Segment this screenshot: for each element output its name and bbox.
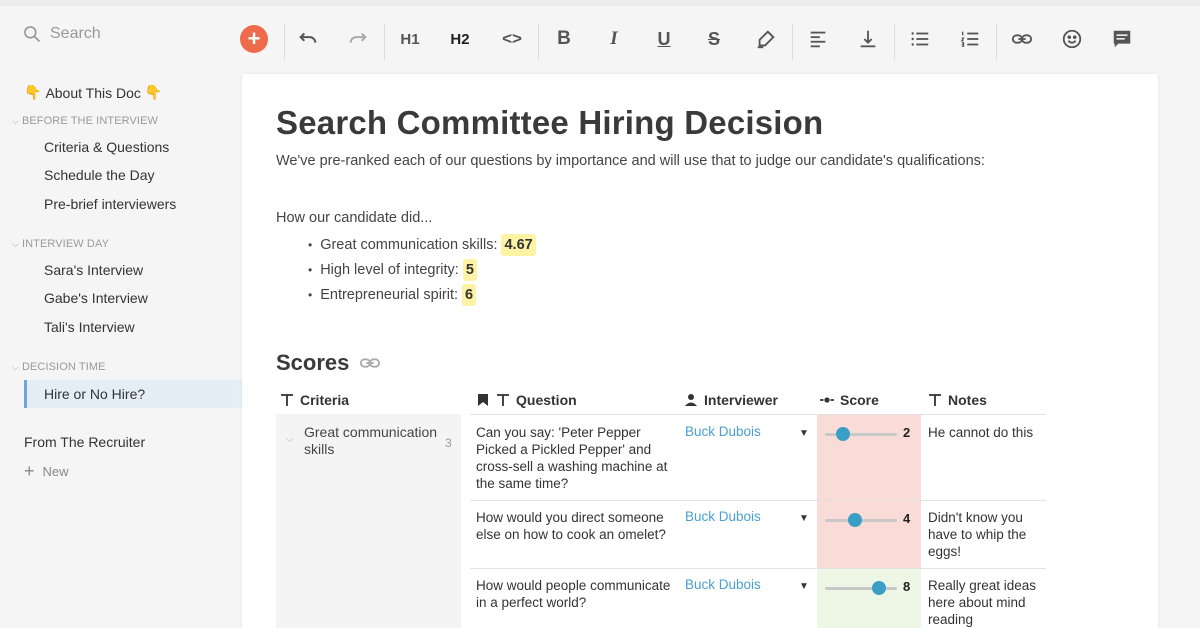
bookmark-icon	[476, 393, 490, 407]
h2-icon: H2	[450, 30, 470, 48]
score-slider-knob[interactable]	[872, 581, 886, 595]
score-value: 4	[903, 511, 911, 526]
comment-icon	[1111, 28, 1133, 50]
sidebar-item-hire[interactable]	[24, 380, 242, 408]
link-icon	[1011, 28, 1033, 50]
question-cell[interactable]: Can you say: 'Peter Pepper Picked a Pickled Pepper' and cross-sell a washing machine at the same time?	[476, 425, 668, 491]
toolbar	[240, 22, 1140, 58]
column-header-question[interactable]	[476, 392, 577, 408]
italic-icon: I	[610, 28, 618, 49]
bullet-label: Entrepreneurial spirit:	[320, 287, 459, 303]
undo-icon	[297, 28, 319, 50]
column-header-criteria[interactable]	[280, 392, 349, 408]
score-slider-track[interactable]	[825, 587, 897, 590]
column-header-notes[interactable]	[928, 392, 987, 408]
text-type-icon	[496, 393, 510, 407]
header-label: Question	[516, 392, 577, 408]
sidebar-item-gabe[interactable]: Gabe's Interview	[44, 290, 148, 306]
undo-button[interactable]	[292, 22, 324, 56]
score-cell	[817, 501, 921, 568]
toolbar-divider	[792, 24, 793, 60]
intro-text: We've pre-ranked each of our questions by importance and will use that to judge our candidate's qualifications:	[276, 153, 985, 169]
page-title: Search Committee Hiring Decision	[276, 104, 824, 141]
list-item	[308, 234, 536, 256]
section-before-interview[interactable]	[12, 115, 158, 127]
slider-icon	[820, 393, 834, 407]
link-icon[interactable]	[359, 352, 381, 374]
document	[242, 74, 1158, 628]
scores-heading	[276, 350, 381, 376]
interviewer-cell[interactable]: Buck Dubois	[685, 577, 761, 592]
comment-button[interactable]	[1106, 22, 1138, 56]
code-button[interactable]	[496, 22, 528, 56]
bullet-dot: •	[308, 238, 313, 252]
sidebar-item-sara[interactable]: Sara's Interview	[44, 262, 144, 278]
h1-icon: H1	[400, 30, 420, 48]
search-icon	[22, 24, 42, 44]
caret-down-icon[interactable]: ▼	[799, 513, 809, 524]
row-divider	[470, 500, 1046, 501]
strikethrough-button[interactable]	[698, 22, 730, 56]
new-page-button[interactable]	[24, 462, 69, 480]
sidebar-item-recruiter[interactable]: From The Recruiter	[24, 434, 146, 450]
section-interview-day[interactable]	[12, 238, 109, 250]
underline-button[interactable]	[648, 22, 680, 56]
score-value: 2	[903, 425, 911, 440]
toolbar-divider	[284, 24, 285, 60]
search-box[interactable]	[22, 22, 101, 46]
chevron-down-icon: ⌵	[12, 361, 19, 372]
plus-icon: +	[247, 26, 261, 51]
sidebar-item-label: Hire or No Hire?	[44, 386, 146, 402]
sidebar-item-about[interactable]	[24, 84, 162, 101]
toolbar-divider	[894, 24, 895, 60]
bullet-list-button[interactable]	[904, 22, 936, 56]
section-label: BEFORE THE INTERVIEW	[21, 115, 158, 127]
text-type-icon	[280, 393, 294, 407]
question-cell[interactable]: How would you direct someone else on how to cook an omelet?	[476, 510, 666, 542]
criteria-name: Great communication skills	[304, 424, 438, 457]
align-bottom-icon	[857, 28, 879, 50]
bullet-list-icon	[909, 28, 931, 50]
text-type-icon	[928, 393, 942, 407]
bold-icon: B	[557, 28, 571, 49]
add-button[interactable]	[240, 25, 268, 53]
score-cell	[817, 415, 921, 500]
strikethrough-icon: S	[707, 28, 720, 49]
interviewer-cell[interactable]: Buck Dubois	[685, 424, 761, 439]
bullet-dot: •	[308, 288, 313, 302]
column-header-score[interactable]	[820, 392, 879, 408]
highlighted-value[interactable]: 5	[463, 259, 477, 281]
highlighted-value[interactable]: 6	[462, 284, 476, 306]
sidebar-item-prebrief[interactable]: Pre-brief interviewers	[44, 196, 177, 212]
link-button[interactable]	[1006, 22, 1038, 56]
bullet-dot: •	[308, 263, 313, 277]
search-label: Search	[50, 25, 101, 42]
toolbar-divider	[538, 24, 539, 60]
code-icon: <>	[502, 29, 522, 48]
header-label: Notes	[948, 392, 987, 408]
row-divider	[470, 568, 1046, 569]
numbered-list-icon	[959, 28, 981, 50]
toolbar-divider	[996, 24, 997, 60]
align-left-icon	[807, 28, 829, 50]
person-icon	[684, 393, 698, 407]
notes-cell[interactable]: Didn't know you have to whip the eggs!	[928, 510, 1027, 559]
smiley-icon	[1061, 28, 1083, 50]
caret-down-icon[interactable]: ▼	[799, 428, 809, 439]
bold-button[interactable]	[548, 22, 580, 56]
point-down-emoji: 👇	[144, 84, 163, 100]
section-label: INTERVIEW DAY	[21, 238, 110, 250]
criteria-group[interactable]	[276, 414, 461, 628]
underline-icon: U	[657, 28, 671, 49]
vertical-align-bottom-button[interactable]	[852, 22, 884, 56]
section-label: DECISION TIME	[21, 361, 106, 373]
bullet-label: Great communication skills:	[320, 237, 498, 253]
toolbar-divider	[384, 24, 385, 60]
heading2-button[interactable]	[444, 22, 476, 56]
header-label: Interviewer	[704, 392, 778, 408]
score-cell	[817, 569, 921, 628]
header-label: Score	[840, 392, 879, 408]
caret-down-icon[interactable]: ▼	[799, 581, 809, 592]
emoji-button[interactable]	[1056, 22, 1088, 56]
notes-cell[interactable]: He cannot do this	[928, 425, 1034, 440]
plus-icon: +	[24, 461, 35, 481]
notes-cell[interactable]: Really great ideas here about mind reading	[928, 578, 1037, 627]
chevron-down-icon[interactable]: ⌵	[286, 434, 294, 445]
section-decision-time[interactable]	[12, 361, 106, 373]
sidebar-item-criteria[interactable]: Criteria & Questions	[44, 139, 170, 155]
question-cell[interactable]: How would people communicate in a perfect world?	[476, 578, 671, 610]
point-down-emoji: 👇	[24, 84, 42, 100]
chevron-down-icon: ⌵	[12, 238, 19, 249]
score-slider-knob[interactable]	[836, 427, 850, 441]
header-divider	[470, 414, 1046, 415]
sidebar-item-schedule[interactable]: Schedule the Day	[44, 167, 155, 183]
align-left-button[interactable]	[802, 22, 834, 56]
results-intro: How our candidate did...	[276, 210, 433, 226]
interviewer-cell[interactable]: Buck Dubois	[685, 509, 761, 524]
scores-heading-text: Scores	[276, 350, 350, 375]
list-item	[308, 284, 476, 306]
column-header-interviewer[interactable]	[684, 392, 778, 408]
sidebar-item-label: About This Doc	[45, 84, 141, 101]
list-item	[308, 259, 477, 281]
sidebar-item-tali[interactable]: Tali's Interview	[44, 319, 135, 335]
highlight-button[interactable]	[750, 22, 782, 56]
criteria-count: 3	[445, 436, 452, 450]
score-slider-knob[interactable]	[848, 513, 862, 527]
heading1-button[interactable]	[394, 22, 426, 56]
header-label: Criteria	[300, 392, 350, 408]
redo-button[interactable]	[342, 22, 374, 56]
chevron-down-icon: ⌵	[12, 115, 19, 126]
highlighter-icon	[755, 28, 777, 50]
numbered-list-button[interactable]	[954, 22, 986, 56]
sidebar	[0, 6, 242, 628]
italic-button[interactable]	[598, 22, 630, 56]
bullet-label: High level of integrity:	[320, 262, 459, 278]
new-label: New	[42, 463, 69, 479]
redo-icon	[347, 28, 369, 50]
highlighted-value[interactable]: 4.67	[501, 234, 535, 256]
score-value: 8	[903, 579, 911, 594]
